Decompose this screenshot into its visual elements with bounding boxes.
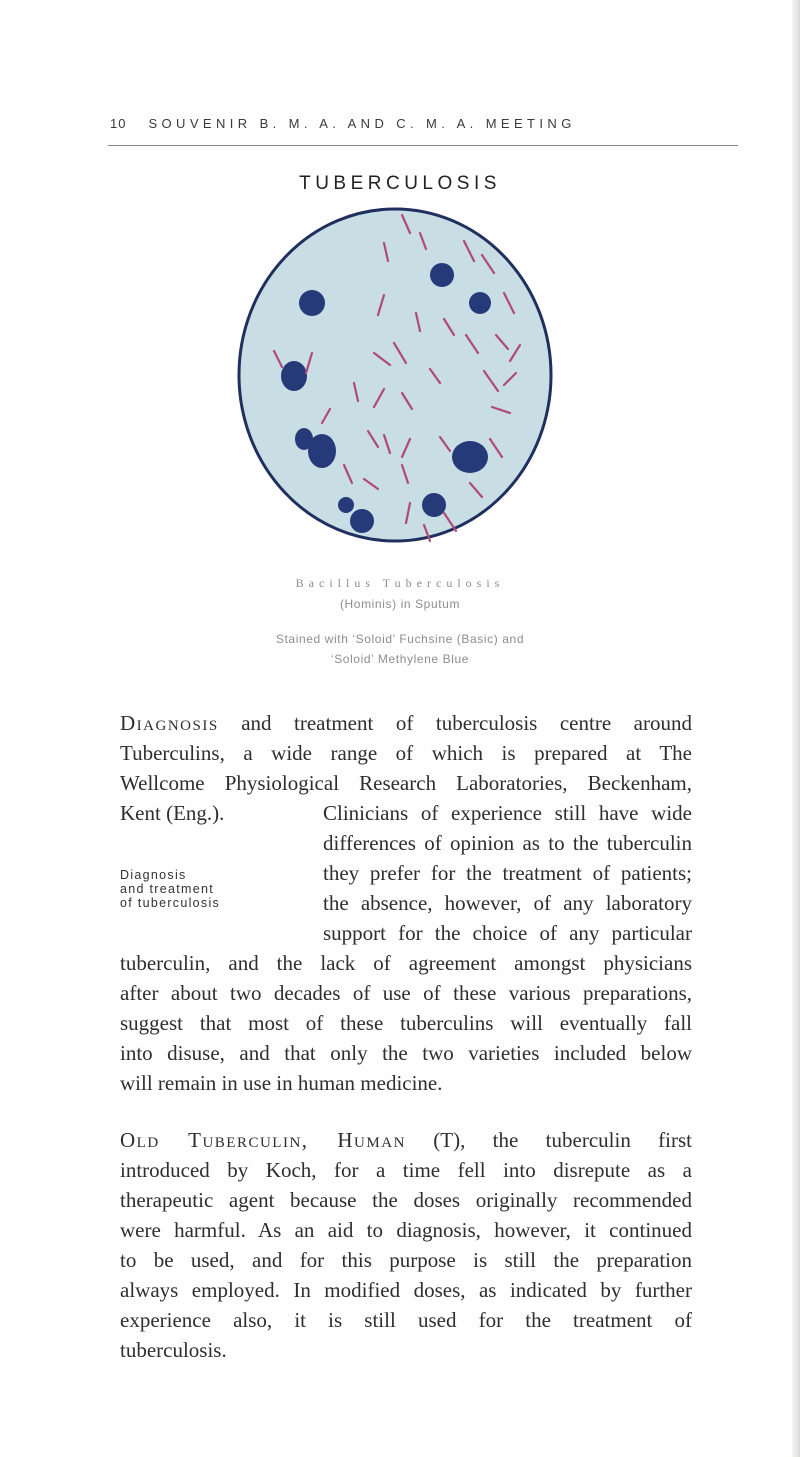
lead-phrase: Old Tuberculin, Human xyxy=(120,1128,406,1152)
caption-stain-line: ‘Soloid’ Methylene Blue xyxy=(330,652,470,666)
body-text-line: will remain in use in human medicine. xyxy=(120,1071,443,1095)
body-text-line: therapeutic agent because the doses originally recommended xyxy=(120,1188,692,1212)
body-text-line: differences of opinion as to the tuberculin xyxy=(323,831,692,855)
body-text-line: into disuse, and that only the two varieties included below xyxy=(120,1041,692,1065)
plate-title: TUBERCULOSIS xyxy=(299,173,501,194)
body-text-line: experience also, it is still used for the treatment of xyxy=(120,1308,692,1332)
page-number: 10 xyxy=(110,116,127,131)
lead-word: Diagnosis xyxy=(120,711,219,735)
body-text-line: Tuberculins, a wide range of which is prepared at The xyxy=(120,741,692,765)
margin-note: Diagnosis and treatment of tuberculosis xyxy=(120,868,221,910)
body-text-line: always employed. In modified doses, as indicated by further xyxy=(120,1278,692,1302)
body-text-line: support for the choice of any particular xyxy=(323,921,692,945)
micrograph-illustration xyxy=(234,203,556,555)
body-text-line: Wellcome Physiological Research Laboratories, Beckenham, xyxy=(120,771,692,795)
body-text-line: Diagnosis and treatment of tuberculosis centre around xyxy=(120,711,692,735)
body-text-line: Kent (Eng.). xyxy=(120,801,225,825)
body-text-line: after about two decades of use of these various preparations, xyxy=(120,981,692,1005)
body-text-line: Clinicians of experience still have wide xyxy=(323,801,692,825)
body-text-line: tuberculosis. xyxy=(120,1338,227,1362)
page-edge xyxy=(792,0,800,1457)
body-text-line: to be used, and for this purpose is still the preparation xyxy=(120,1248,692,1272)
caption-subtitle: (Hominis) in Sputum xyxy=(339,597,461,611)
body-text-line: were harmful. As an aid to diagnosis, however, it continued xyxy=(120,1218,692,1242)
body-text-line: suggest that most of these tuberculins will eventually fall xyxy=(120,1011,692,1035)
header-rule xyxy=(108,145,738,146)
body-text-line: introduced by Koch, for a time fell into disrepute as a xyxy=(120,1158,692,1182)
body-text-line: Old Tuberculin, Human (T), the tuberculin first xyxy=(120,1128,692,1152)
caption-title: Bacillus Tuberculosis xyxy=(295,576,505,590)
caption-stain-line: Stained with ‘Soloid’ Fuchsine (Basic) and xyxy=(275,632,525,646)
body-text-line: tuberculin, and the lack of agreement amongst physicians xyxy=(120,951,692,975)
body-text-line: the absence, however, of any laboratory xyxy=(323,891,692,915)
running-head xyxy=(110,116,738,131)
running-head-title: SOUVENIR B. M. A. AND C. M. A. MEETING xyxy=(148,116,576,131)
body-text-line: they prefer for the treatment of patients; xyxy=(323,861,692,885)
